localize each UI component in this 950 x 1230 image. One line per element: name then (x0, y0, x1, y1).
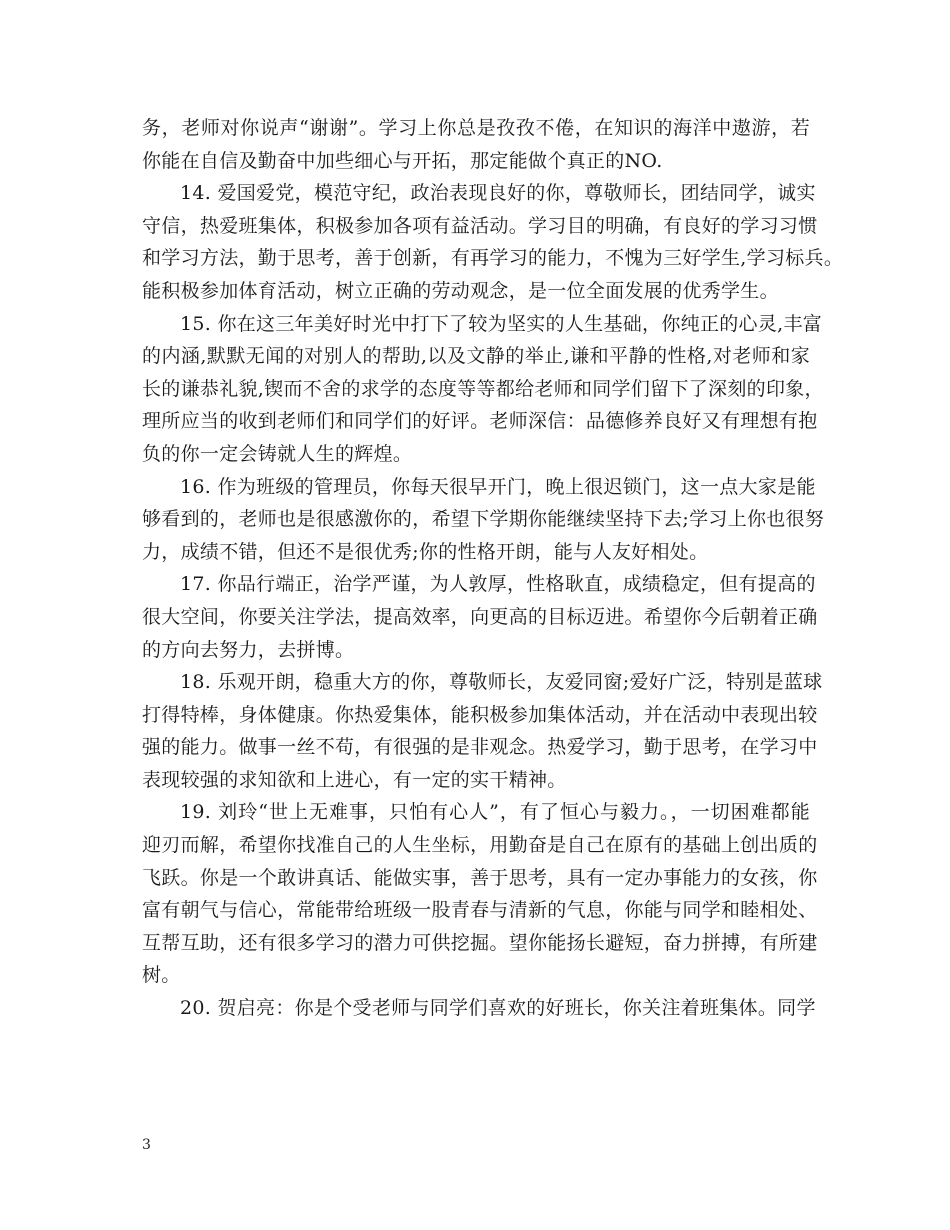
document-body (142, 112, 844, 1025)
text-line: 的内涵,默默无闻的对别人的帮助,以及文静的举止,谦和平静的性格,对老师和家 (142, 345, 810, 368)
paragraph-p14 (142, 177, 844, 307)
text-line: 互帮互助，还有很多学习的潜力可供挖掘。望你能扬长避短，奋力拼搏，有所建 (142, 931, 818, 954)
paragraph-p20 (142, 992, 816, 1025)
text-line: 飞跃。你是一个敢讲真话、能做实事，善于思考，具有一定办事能力的女孩，你 (142, 866, 818, 889)
text-line: 富有朝气与信心，常能带给班级一股青春与清新的气息，你能与同学和睦相处、 (142, 899, 818, 922)
text-line: 表现较强的求知欲和上进心，有一定的实干精神。 (142, 768, 567, 791)
paragraph-p18 (142, 666, 823, 796)
text-line: 守信，热爱班集体，积极参加各项有益活动。学习目的明确，有良好的学习习惯 (142, 214, 818, 237)
paragraph-p17 (142, 568, 818, 666)
text-line: 很大空间，你要关注学法，提高效率，向更高的目标迈进。希望你今后朝着正确 (142, 605, 818, 628)
paragraph-p13-cont (142, 112, 810, 177)
paragraph-p16 (142, 471, 825, 569)
text-line: 的方向去努力，去拼博。 (142, 638, 355, 661)
text-line: 15. 你在这三年美好时光中打下了较为坚实的人生基础，你纯正的心灵,丰富 (180, 312, 823, 335)
text-line: 和学习方法，勤于思考，善于创新，有再学习的能力，不愧为三好学生,学习标兵。 (142, 247, 844, 270)
text-line: 你能在自信及勤奋中加些细心与开拓，那定能做个真正的NO. (142, 149, 663, 172)
text-line: 理所应当的收到老师们和同学们的好评。老师深信：品德修养良好又有理想有抱 (142, 410, 818, 433)
text-line: 20. 贺启亮：你是个受老师与同学们喜欢的好班长，你关注着班集体。同学 (180, 997, 816, 1020)
text-line: 19. 刘玲“世上无难事，只怕有心人”，有了恒心与毅力。，一切困难都能 (180, 801, 810, 824)
page-number: 3 (142, 1137, 151, 1153)
text-line: 18. 乐观开朗，稳重大方的你，尊敬师长，友爱同窗;爱好广泛，特别是蓝球 (180, 671, 823, 694)
text-line: 务，老师对你说声“谢谢”。学习上你总是孜孜不倦，在知识的海洋中遨游，若 (142, 117, 810, 139)
paragraph-p19 (142, 796, 818, 992)
text-line: 负的你一定会铸就人生的辉煌。 (142, 442, 413, 465)
text-line: 16. 作为班级的管理员，你每天很早开门，晚上很迟锁门，这一点大家是能 (180, 475, 816, 498)
text-line: 打得特棒，身体健康。你热爱集体，能积极参加集体活动，并在活动中表现出较 (142, 703, 818, 726)
text-line: 够看到的，老师也是很感激你的，希望下学期你能继续坚持下去;学习上你也很努 (142, 508, 825, 531)
text-line: 力，成绩不错，但还不是很优秀;你的性格开朗，能与人友好相处。 (142, 540, 709, 563)
text-line: 迎刃而解，希望你找准自己的人生坐标，用勤奋是自己在原有的基础上创出质的 (142, 834, 818, 857)
text-line: 树。 (142, 964, 181, 987)
text-line: 能积极参加体育活动，树立正确的劳动观念，是一位全面发展的优秀学生。 (142, 279, 779, 302)
text-line: 长的谦恭礼貌,锲而不舍的求学的态度等等都给老师和同学们留下了深刻的印象， (142, 377, 824, 400)
text-line: 14. 爱国爱党，模范守纪，政治表现良好的你，尊敬师长，团结同学，诚实 (180, 182, 816, 205)
text-line: 17. 你品行端正，治学严谨，为人敦厚，性格耿直，成绩稳定，但有提高的 (180, 573, 816, 596)
paragraph-p15 (142, 308, 824, 471)
text-line: 强的能力。做事一丝不苟，有很强的是非观念。热爱学习，勤于思考，在学习中 (142, 736, 818, 759)
